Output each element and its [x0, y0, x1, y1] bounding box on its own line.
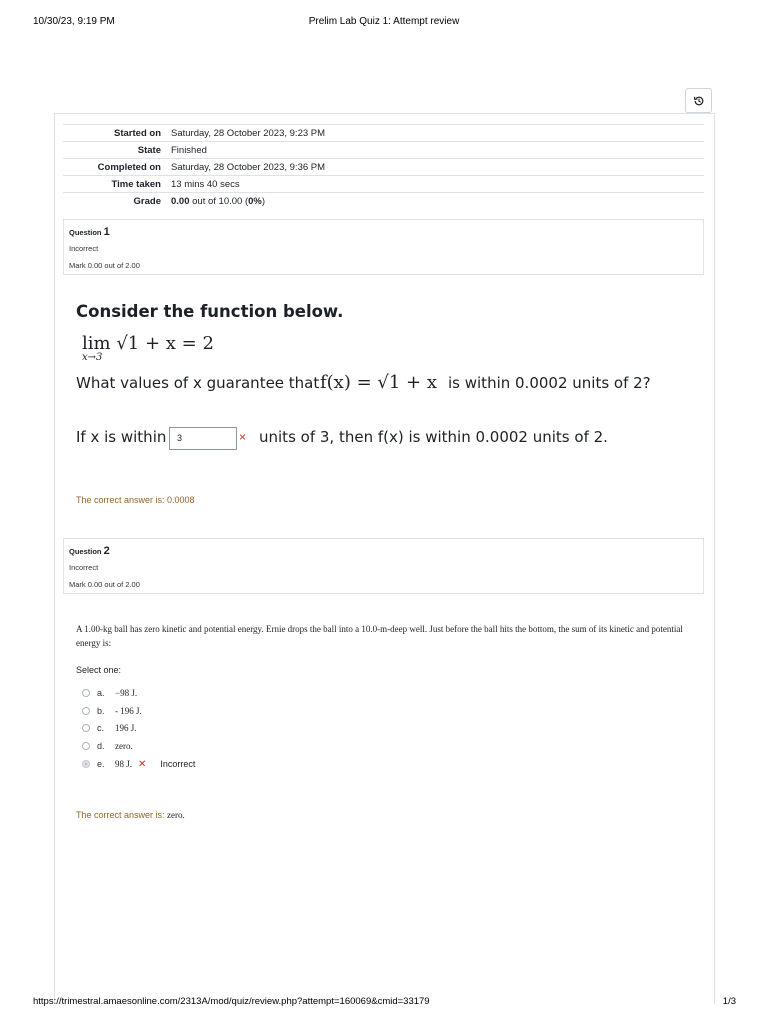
question-mark: Mark 0.00 out of 2.00	[69, 580, 140, 589]
function-expression: f(x) = √1 + x	[320, 372, 437, 393]
summary-label: Time taken	[63, 176, 171, 193]
incorrect-icon: ×	[239, 430, 247, 444]
question-1-info	[63, 219, 704, 275]
question-mark: Mark 0.00 out of 2.00	[69, 261, 140, 270]
option-a[interactable]: a. −98 J.	[82, 686, 137, 700]
option-d[interactable]: d. zero.	[82, 739, 133, 753]
question-2-text: A 1.00-kg ball has zero kinetic and potential energy. Ernie drops the ball into a 10.0-m-deep well. Just before the ball hits the bottom, the sum of its kinetic and potential energy is:	[76, 624, 683, 648]
answer-input[interactable]: 3	[169, 427, 237, 450]
limit-subscript: x→3	[82, 352, 103, 363]
question-state: Incorrect	[69, 244, 99, 253]
summary-label: Completed on	[63, 159, 171, 176]
refresh-button[interactable]	[685, 88, 712, 113]
summary-row-completed	[63, 159, 704, 176]
print-page-number: 1/3	[722, 996, 736, 1007]
summary-row-started	[63, 125, 704, 142]
select-one-label: Select one:	[76, 665, 122, 675]
option-c[interactable]: c. 196 J.	[82, 721, 137, 735]
summary-label: Grade	[63, 193, 171, 210]
question-number: Question 1	[69, 226, 110, 238]
summary-value: Finished	[171, 142, 704, 159]
question-2-info	[63, 538, 704, 594]
summary-row-state	[63, 142, 704, 159]
summary-value: Saturday, 28 October 2023, 9:36 PM	[171, 159, 704, 176]
radio-button[interactable]	[82, 707, 90, 715]
question-1-text: What values of x guarantee that	[76, 374, 320, 392]
print-header	[0, 16, 768, 30]
option-feedback: Incorrect	[160, 759, 196, 769]
fill-blank-prefix: If x is within	[76, 428, 167, 446]
summary-label: Started on	[63, 125, 171, 142]
summary-value: Saturday, 28 October 2023, 9:23 PM	[171, 125, 704, 142]
radio-button-selected[interactable]	[82, 760, 90, 768]
summary-row-grade	[63, 193, 704, 210]
limit-expression: lim √1 + x = 2	[82, 333, 214, 354]
print-url: https://trimestral.amaesonline.com/2313A/mod/quiz/review.php?attempt=160069&cmid=33179	[33, 996, 430, 1007]
radio-button[interactable]	[82, 742, 90, 750]
summary-row-time	[63, 176, 704, 193]
summary-value: 13 mins 40 secs	[171, 176, 704, 193]
grade-value: 0.00 out of 10.00 (0%)	[171, 193, 704, 210]
summary-label: State	[63, 142, 171, 159]
option-b[interactable]: b. - 196 J.	[82, 704, 142, 718]
question-1-text-end: is within 0.0002 units of 2?	[448, 374, 651, 392]
incorrect-icon: ✕	[138, 758, 147, 770]
print-title: Prelim Lab Quiz 1: Attempt review	[308, 16, 460, 27]
radio-button[interactable]	[82, 724, 90, 732]
right-answer-1: The correct answer is: 0.0008	[76, 495, 195, 505]
question-number: Question 2	[69, 545, 110, 557]
question-1-heading: Consider the function below.	[76, 302, 344, 321]
option-e[interactable]: e. 98 J. ✕ Incorrect	[82, 757, 195, 771]
attempt-summary-table	[63, 124, 704, 210]
radio-button[interactable]	[82, 689, 90, 697]
right-answer-2: The correct answer is: zero.	[76, 810, 185, 820]
print-date: 10/30/23, 9:19 PM	[33, 16, 115, 27]
fill-blank-suffix: units of 3, then f(x) is within 0.0002 units of 2.	[259, 428, 608, 446]
question-state: Incorrect	[69, 563, 99, 572]
history-icon	[693, 95, 705, 107]
